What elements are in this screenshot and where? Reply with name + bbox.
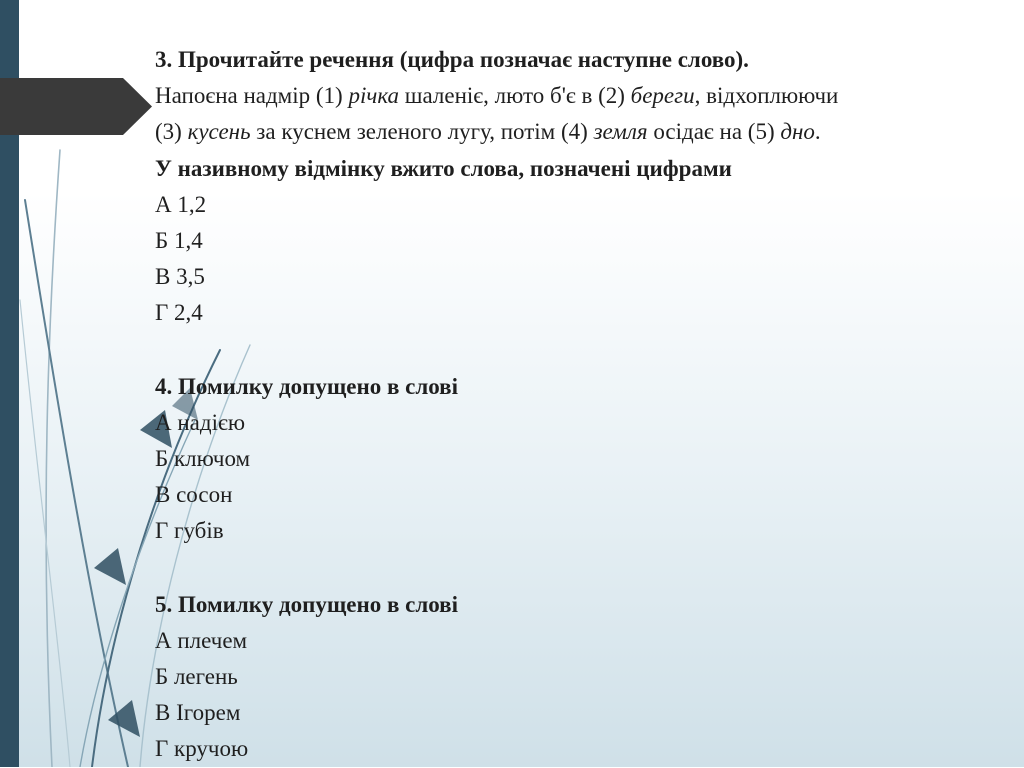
- q5-title: 5. Помилку допущено в слові: [155, 591, 458, 617]
- q4-option-c: В сосон: [155, 482, 233, 508]
- word-5: дно: [780, 119, 815, 145]
- document-content: [155, 42, 1015, 768]
- text-fragment: .: [814, 119, 821, 145]
- text-fragment: за куснем зеленого лугу, потім (4): [250, 119, 594, 145]
- text-fragment: Напоєна надмір (1): [155, 83, 349, 109]
- q3-option-d: Г 2,4: [155, 300, 203, 326]
- q5-option-d: Г кручою: [155, 736, 249, 762]
- q4-option-b: Б ключом: [155, 446, 251, 472]
- q3-option-a: А 1,2: [155, 191, 207, 217]
- q3-sentence-line-1: [155, 78, 1015, 114]
- q5-option-b: Б легень: [155, 664, 238, 690]
- word-4: земля: [593, 119, 648, 145]
- q3-title: 3. Прочитайте речення (цифра позначає наступне слово).: [155, 47, 749, 72]
- word-3: кусень: [187, 119, 251, 145]
- q3-question: У називному відмінку вжито слова, позначені цифрами: [155, 155, 732, 181]
- spacer: [155, 550, 1015, 587]
- word-2: береги: [630, 83, 695, 109]
- text-fragment: осідає на (5): [647, 119, 781, 145]
- q4-option-d: Г губів: [155, 518, 224, 544]
- spacer: [155, 332, 1015, 369]
- q4-option-a: А надією: [155, 409, 246, 435]
- q3-sentence-line-2: [155, 114, 1015, 150]
- pointer-shape: [0, 78, 152, 135]
- q5-option-c: В Ігорем: [155, 700, 241, 726]
- text-fragment: шаленіє, люто б'є в (2): [399, 83, 631, 109]
- q3-option-b: Б 1,4: [155, 228, 203, 254]
- text-fragment: , відхоплюючи: [694, 83, 839, 109]
- text-fragment: (3): [155, 119, 188, 145]
- q4-title: 4. Помилку допущено в слові: [155, 373, 458, 399]
- q5-option-a: А плечем: [155, 627, 248, 653]
- word-1: річка: [348, 83, 400, 109]
- q3-option-c: В 3,5: [155, 264, 205, 290]
